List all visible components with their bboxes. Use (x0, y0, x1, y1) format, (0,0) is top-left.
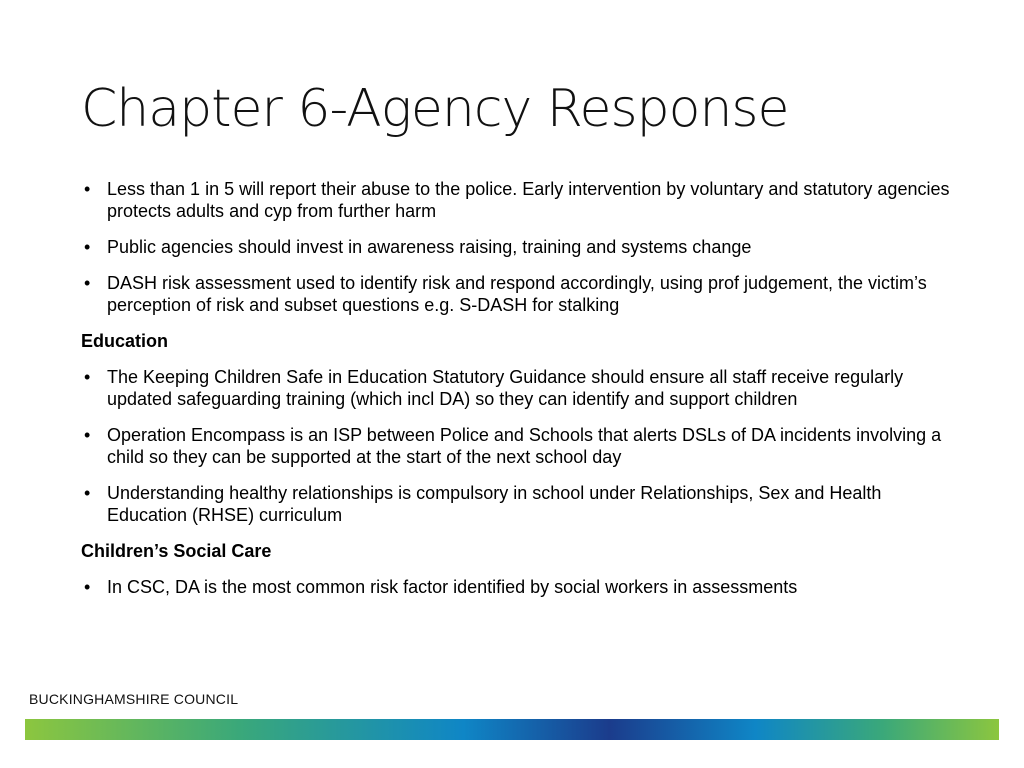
slide-title: Chapter 6-Agency Response (81, 79, 789, 139)
bullet-item: • The Keeping Children Safe in Education Statutory Guidance should ensure all staff receive regularly updated safeguarding training (which incl DA) so they can identify and support children (81, 366, 961, 410)
intro-bullet-list (81, 178, 961, 316)
slide-body (81, 178, 961, 612)
section-heading-childrens-social-care: Children’s Social Care (81, 541, 272, 561)
education-bullet-list (81, 366, 961, 526)
footer-gradient-bar (25, 719, 999, 740)
footer-organisation: BUCKINGHAMSHIRE COUNCIL (29, 691, 239, 707)
bullet-item: • Less than 1 in 5 will report their abuse to the police. Early intervention by voluntary and statutory agencies protects adults and cyp from further harm (81, 178, 961, 222)
section-heading-education: Education (81, 331, 169, 351)
bullet-item: • Operation Encompass is an ISP between Police and Schools that alerts DSLs of DA incidents involving a child so they can be supported at the start of the next school day (81, 424, 961, 468)
bullet-item: • Understanding healthy relationships is compulsory in school under Relationships, Sex and Health Education (RHSE) curriculum (81, 482, 961, 526)
csc-bullet-list (81, 576, 961, 598)
bullet-item: • In CSC, DA is the most common risk factor identified by social workers in assessments (81, 576, 961, 598)
bullet-item: • DASH risk assessment used to identify risk and respond accordingly, using prof judgement, the victim’s perception of risk and subset questions e.g. S-DASH for stalking (81, 272, 961, 316)
bullet-item: • Public agencies should invest in awareness raising, training and systems change (81, 236, 961, 258)
